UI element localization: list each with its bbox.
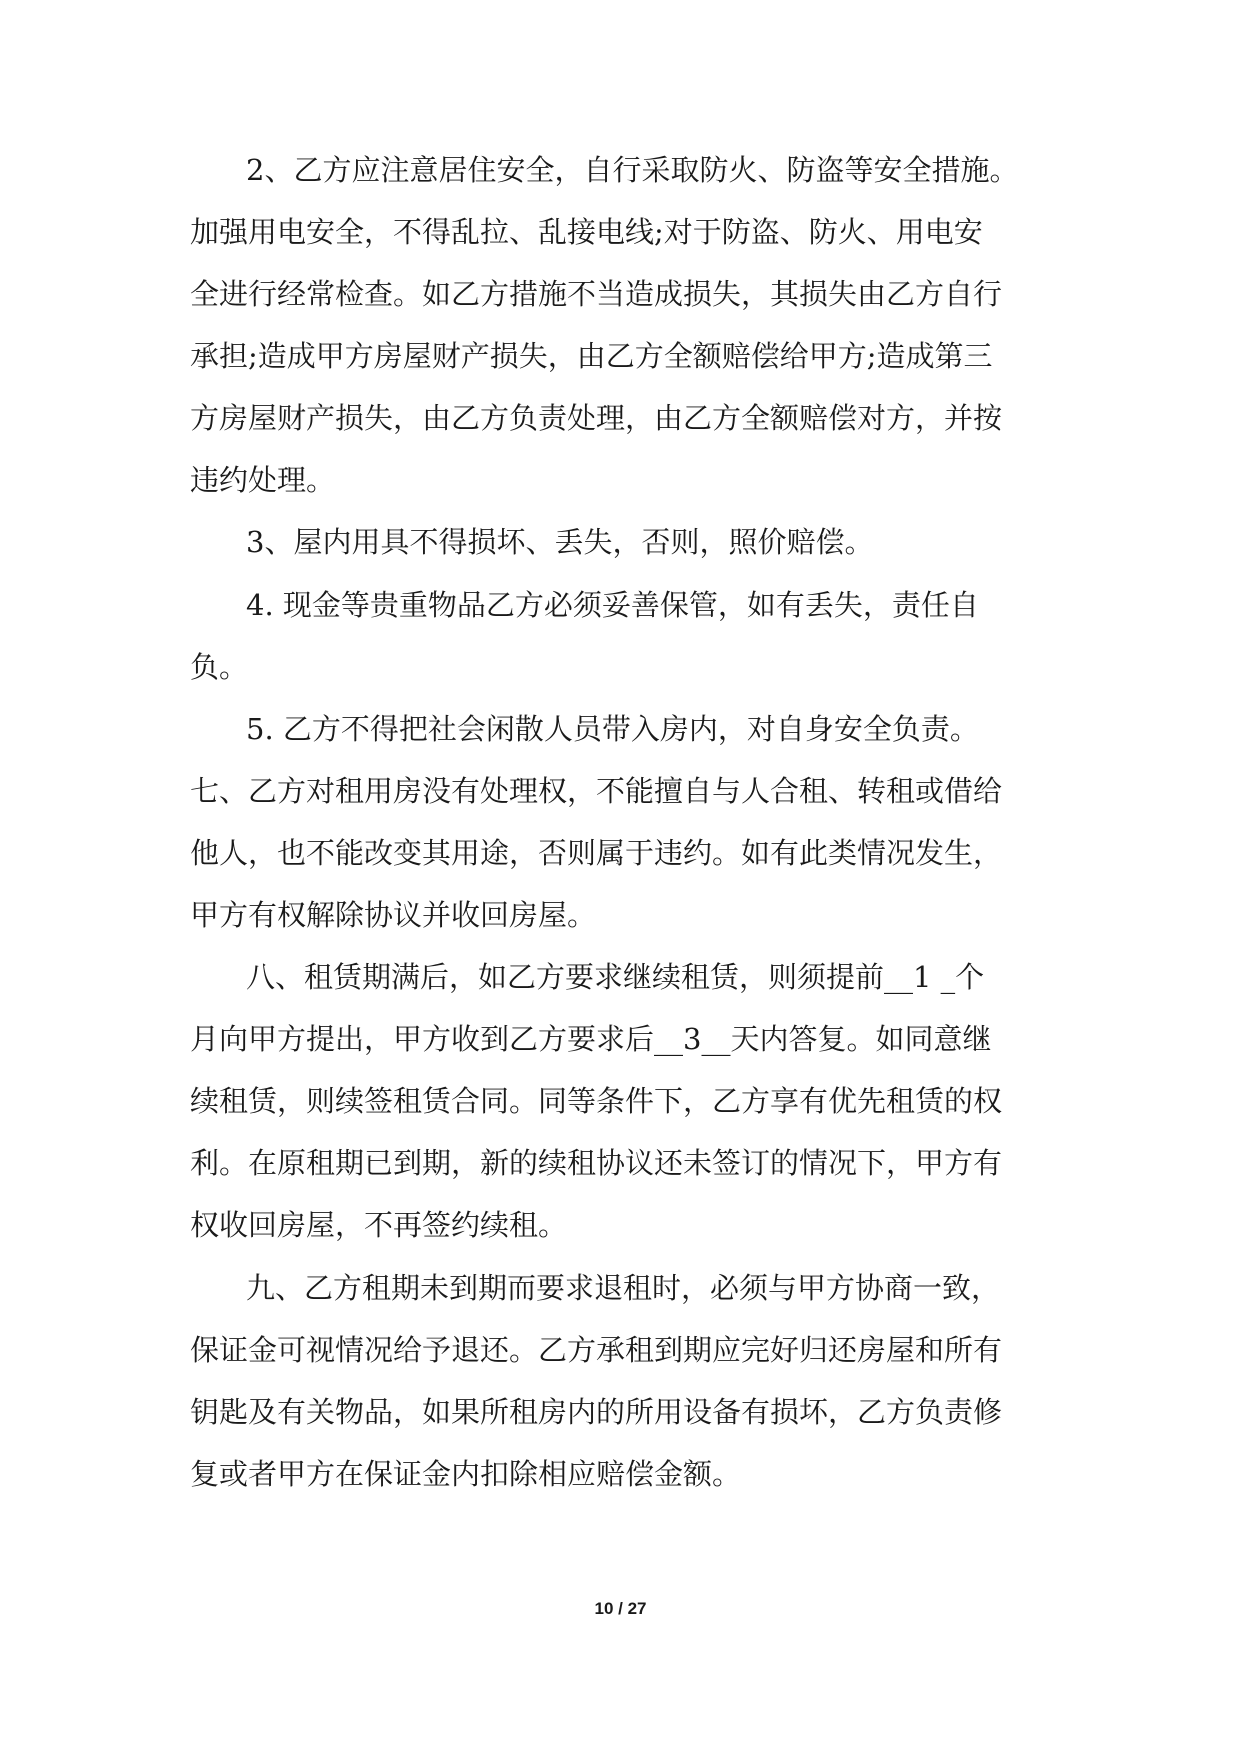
text-line: 3、屋内用具不得损坏、丢失，否则，照价赔偿。 bbox=[246, 525, 874, 559]
text-line: 方房屋财产损失，由乙方负责处理，由乙方全额赔偿对方，并按 bbox=[190, 401, 1003, 435]
text-line: 续租赁，则续签租赁合同。同等条件下，乙方享有优先租赁的权 bbox=[190, 1084, 1003, 1118]
text-line: 承担;造成甲方房屋财产损失，由乙方全额赔偿给甲方;造成第三 bbox=[190, 339, 993, 373]
text-line: 九、乙方租期未到期而要求退租时，必须与甲方协商一致， bbox=[246, 1271, 1001, 1305]
text-line: 全进行经常检查。如乙方措施不当造成损失，其损失由乙方自行 bbox=[190, 277, 1003, 311]
text-line: 他人，也不能改变其用途，否则属于违约。如有此类情况发生， bbox=[190, 836, 1003, 870]
text-line: 利。在原租期已到期，新的续租协议还未签订的情况下，甲方有 bbox=[190, 1146, 1003, 1180]
text-line: 八、租赁期满后，如乙方要求继续租赁，则须提前__1 _个 bbox=[246, 960, 985, 994]
text-line: 5. 乙方不得把社会闲散人员带入房内，对自身安全负责。 bbox=[246, 712, 979, 746]
text-line: 甲方有权解除协议并收回房屋。 bbox=[190, 898, 597, 932]
text-line: 加强用电安全，不得乱拉、乱接电线;对于防盗、防火、用电安 bbox=[190, 215, 983, 249]
text-line: 月向甲方提出，甲方收到乙方要求后__3__天内答复。如同意继 bbox=[190, 1022, 992, 1056]
text-line: 违约处理。 bbox=[190, 463, 336, 497]
text-line: 4. 现金等贵重物品乙方必须妥善保管，如有丢失，责任自 bbox=[246, 588, 979, 622]
text-line: 复或者甲方在保证金内扣除相应赔偿金额。 bbox=[190, 1457, 742, 1491]
text-line: 2、乙方应注意居住安全，自行采取防火、防盗等安全措施。 bbox=[246, 153, 1019, 187]
page-number: 10 / 27 bbox=[594, 1599, 647, 1618]
text-line: 保证金可视情况给予退还。乙方承租到期应完好归还房屋和所有 bbox=[190, 1333, 1003, 1367]
text-line: 七、乙方对租用房没有处理权，不能擅自与人合租、转租或借给 bbox=[190, 774, 1003, 808]
text-line: 负。 bbox=[190, 650, 249, 684]
text-line: 钥匙及有关物品，如果所租房内的所用设备有损坏，乙方负责修 bbox=[190, 1395, 1003, 1429]
text-line: 权收回房屋，不再签约续租。 bbox=[190, 1208, 568, 1242]
